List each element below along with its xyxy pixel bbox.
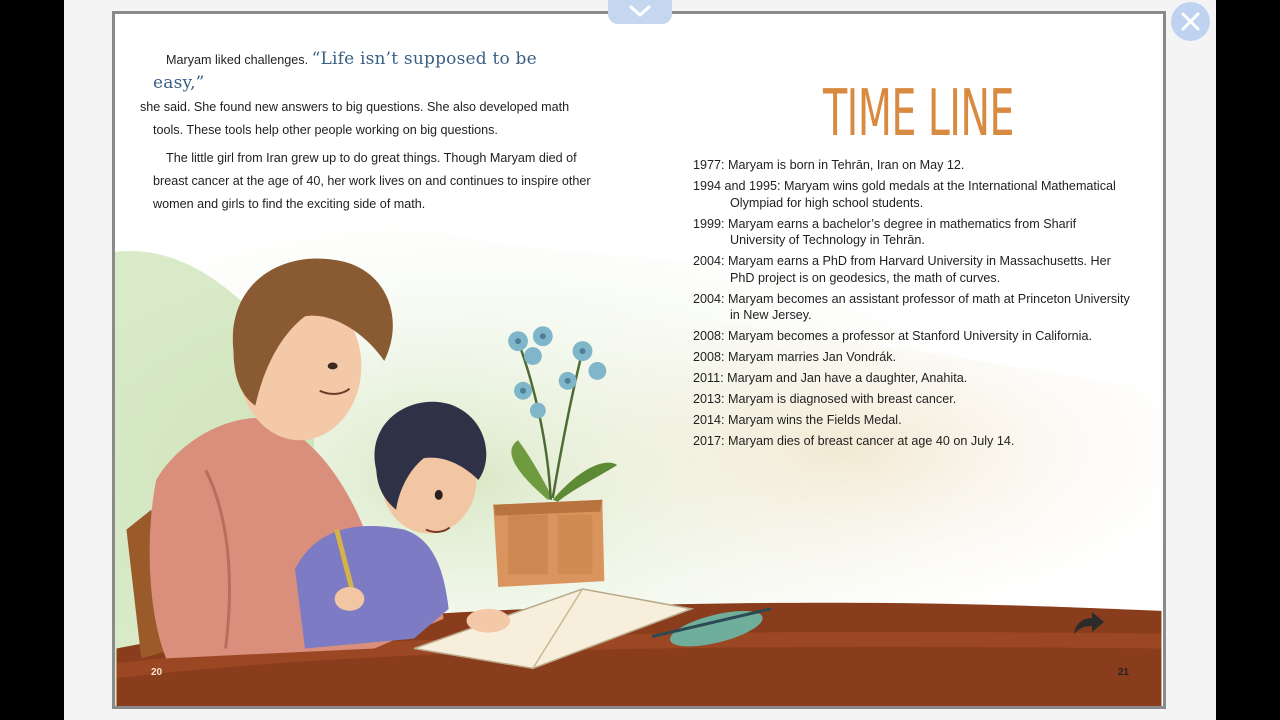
story-paragraph: The little girl from Iran grew up to do great things. Though Maryam died of breast cancer at the age of 40, her work lives on and continues to inspire other women and girls to find the exciting side of math.: [153, 151, 591, 211]
timeline-entry: 2011: Maryam and Jan have a daughter, Anahita.: [693, 371, 968, 385]
timeline-entry: 2004: Maryam earns a PhD from Harvard University in Massachusetts. Her PhD project is on geodesics, the math of curves.: [693, 254, 1111, 285]
timeline-entry: 1999: Maryam earns a bachelor’s degree in mathematics from Sharif University of Technology in Tehrān.: [693, 216, 1077, 247]
timeline-title: TIME LINE: [823, 77, 1014, 151]
page-number-left: 20: [151, 667, 163, 678]
quote-text: “Life isn’t supposed to be easy,”: [153, 49, 537, 93]
close-icon: [1171, 2, 1210, 41]
timeline-entry: 2013: Maryam is diagnosed with breast cancer.: [693, 392, 957, 406]
timeline-entry: 1977: Maryam is born in Tehrān, Iran on May 12.: [693, 158, 965, 172]
timeline-entry: 1994 and 1995: Maryam wins gold medals at the International Mathematical Olympiad for high school students.: [693, 179, 1116, 210]
menu-toggle-tab[interactable]: [608, 0, 672, 24]
book-spread: [112, 11, 1166, 709]
story-paragraph: [140, 48, 593, 142]
timeline-entry: 2004: Maryam becomes an assistant professor of math at Princeton University in New Jersey.: [693, 291, 1130, 322]
story-text-continued: she said. She found new answers to big questions. She also developed math tools. These tools help other people working on big questions.: [140, 100, 570, 137]
timeline-entry: 2008: Maryam marries Jan Vondrák.: [693, 350, 896, 364]
share-button[interactable]: [1070, 608, 1106, 638]
timeline-entry: 2008: Maryam becomes a professor at Stanford University in California.: [693, 329, 1092, 343]
story-text: [140, 48, 593, 221]
close-button[interactable]: [1171, 2, 1210, 41]
timeline-list: [693, 157, 1133, 454]
timeline-entry: 2017: Maryam dies of breast cancer at age 40 on July 14.: [693, 434, 1015, 448]
story-text-intro: Maryam liked challenges.: [166, 53, 309, 67]
timeline-entry: 2014: Maryam wins the Fields Medal.: [693, 413, 902, 427]
share-arrow-icon: [1070, 608, 1106, 638]
page-number-right: 21: [1117, 667, 1129, 678]
chevron-down-icon: [608, 0, 672, 24]
